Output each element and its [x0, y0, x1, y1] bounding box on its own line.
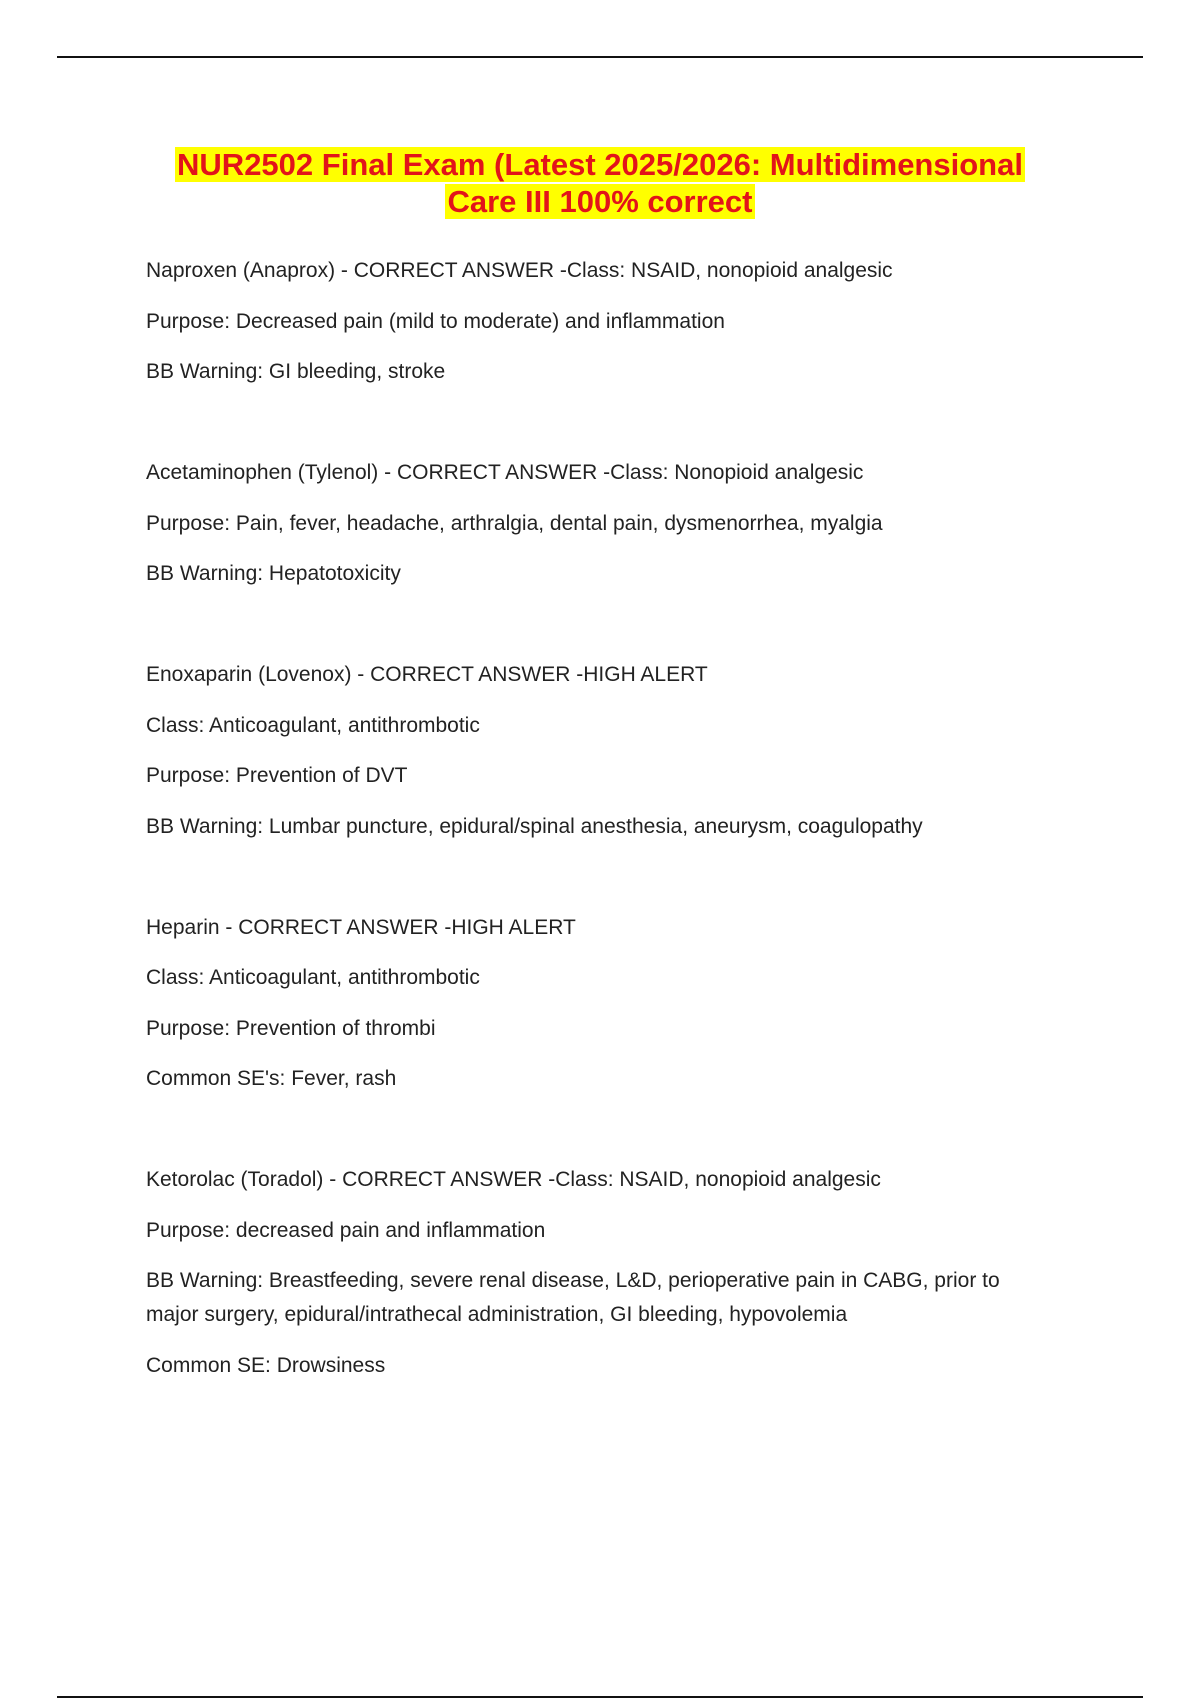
entry-side-effects: Common SE's: Fever, rash	[146, 1067, 397, 1090]
entry-warning: BB Warning: Breastfeeding, severe renal disease, L&D, perioperative pain in CABG, prior to major surgery, epidural/intrathecal administration, GI bleeding, hypovolemia	[146, 1269, 1000, 1326]
entry-heading: Heparin - CORRECT ANSWER -HIGH ALERT	[146, 915, 576, 939]
entry-ketorolac	[146, 1163, 1046, 1383]
entry-warning: BB Warning: GI bleeding, stroke	[146, 360, 446, 383]
bottom-rule	[57, 1696, 1143, 1698]
entry-purpose: Purpose: Decreased pain (mild to moderate) and inflammation	[146, 309, 725, 333]
document-title	[100, 146, 1100, 220]
title-line-2: Care III 100% correct	[447, 184, 753, 219]
entry-heparin	[146, 911, 1046, 1097]
title-line-1: NUR2502 Final Exam (Latest 2025/2026: Multidimensional	[177, 147, 1023, 182]
entry-heading: Enoxaparin (Lovenox) - CORRECT ANSWER -HIGH ALERT	[146, 663, 708, 686]
entry-acetaminophen	[146, 456, 1046, 591]
entry-heading: Naproxen (Anaprox) - CORRECT ANSWER -Class: NSAID, nonopioid analgesic	[146, 259, 893, 282]
entry-class: Class: Anticoagulant, antithrombotic	[146, 966, 480, 989]
entry-purpose: Purpose: Prevention of DVT	[146, 764, 408, 787]
entry-purpose: Purpose: decreased pain and inflammation	[146, 1218, 546, 1242]
entry-warning: BB Warning: Hepatotoxicity	[146, 562, 401, 585]
entry-enoxaparin	[146, 658, 1046, 844]
entry-naproxen	[146, 254, 1046, 389]
entry-purpose: Purpose: Pain, fever, headache, arthralgia, dental pain, dysmenorrhea, myalgia	[146, 511, 883, 535]
flashcard-list	[146, 254, 1046, 1450]
top-rule	[57, 56, 1143, 58]
entry-side-effects: Common SE: Drowsiness	[146, 1353, 386, 1377]
entry-heading: Ketorolac (Toradol) - CORRECT ANSWER -Class: NSAID, nonopioid analgesic	[146, 1168, 881, 1191]
entry-warning: BB Warning: Lumbar puncture, epidural/spinal anesthesia, aneurysm, coagulopathy	[146, 814, 923, 838]
entry-purpose: Purpose: Prevention of thrombi	[146, 1016, 436, 1040]
entry-class: Class: Anticoagulant, antithrombotic	[146, 713, 480, 737]
entry-heading: Acetaminophen (Tylenol) - CORRECT ANSWER -Class: Nonopioid analgesic	[146, 461, 864, 484]
